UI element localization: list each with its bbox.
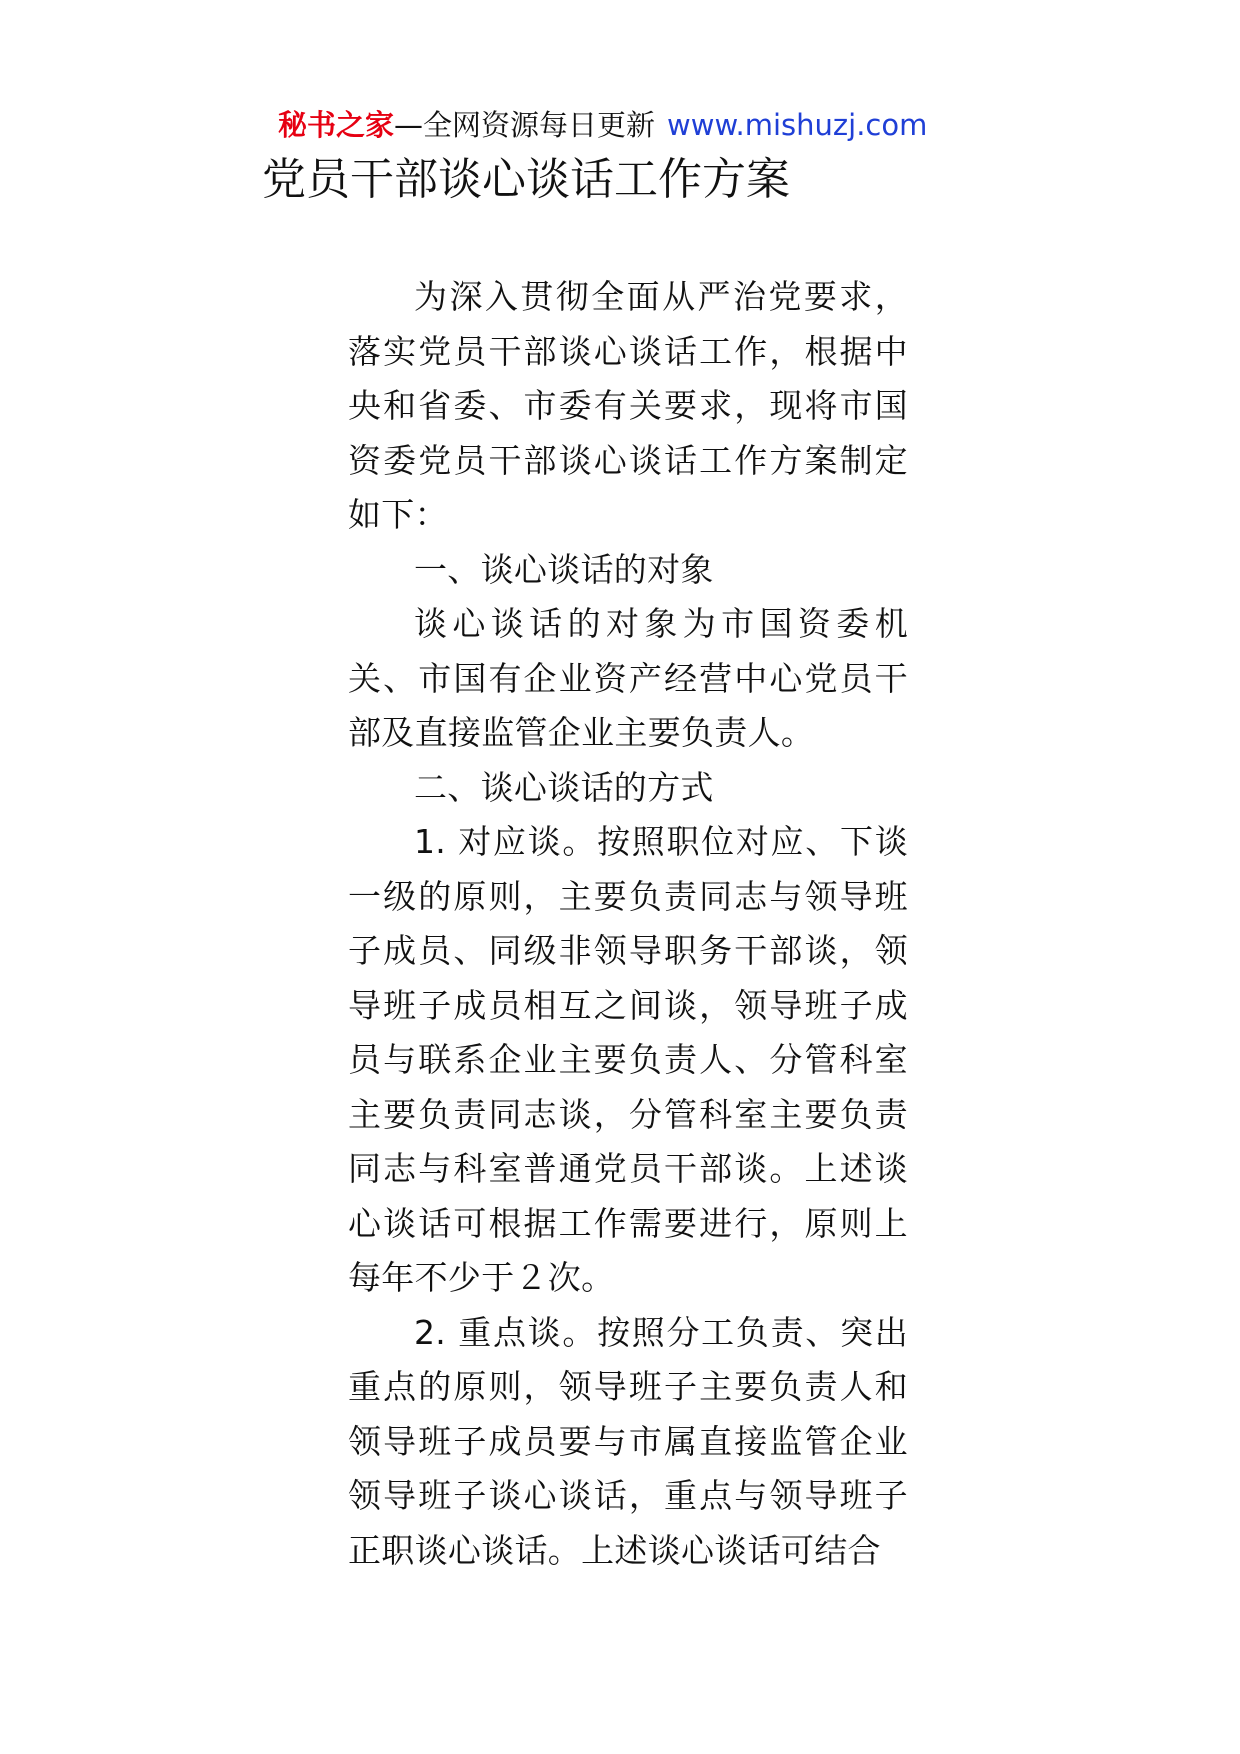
- section-heading-targets: 一、谈心谈话的对象: [414, 549, 714, 589]
- site-banner: [278, 104, 927, 146]
- banner-tagline: —全网资源每日更新: [394, 108, 656, 142]
- document-title: 党员干部谈心谈话工作方案: [262, 154, 790, 205]
- document-body: [348, 270, 908, 1578]
- brand-name: 秘书之家: [278, 108, 395, 142]
- method-1-paragraph: 1. 对应谈。按照职位对应、下谈一级的原则，主要负责同志与领导班子成员、同级非领导职务干部谈，领导班子成员相互之间谈，领导班子成员与联系企业主要负责人、分管科室主要负责同志谈，分管科室主要负责同志与科室普通党员干部谈。上述谈心谈话可根据工作需要进行，原则上每年不少于２次。: [348, 822, 908, 1297]
- site-url-link[interactable]: www.mishuzj.com: [667, 108, 928, 142]
- section-heading-methods: 二、谈心谈话的方式: [414, 767, 714, 807]
- intro-paragraph: 为深入贯彻全面从严治党要求，落实党员干部谈心谈话工作，根据中央和省委、市委有关要求，现将市国资委党员干部谈心谈话工作方案制定如下：: [348, 277, 908, 534]
- method-2-paragraph: 2. 重点谈。按照分工负责、突出重点的原则，领导班子主要负责人和领导班子成员要与市属直接监管企业领导班子谈心谈话，重点与领导班子正职谈心谈话。上述谈心谈话可结合: [348, 1312, 908, 1570]
- targets-paragraph: 谈心谈话的对象为市国资委机关、市国有企业资产经营中心党员干部及直接监管企业主要负责人。: [348, 604, 908, 752]
